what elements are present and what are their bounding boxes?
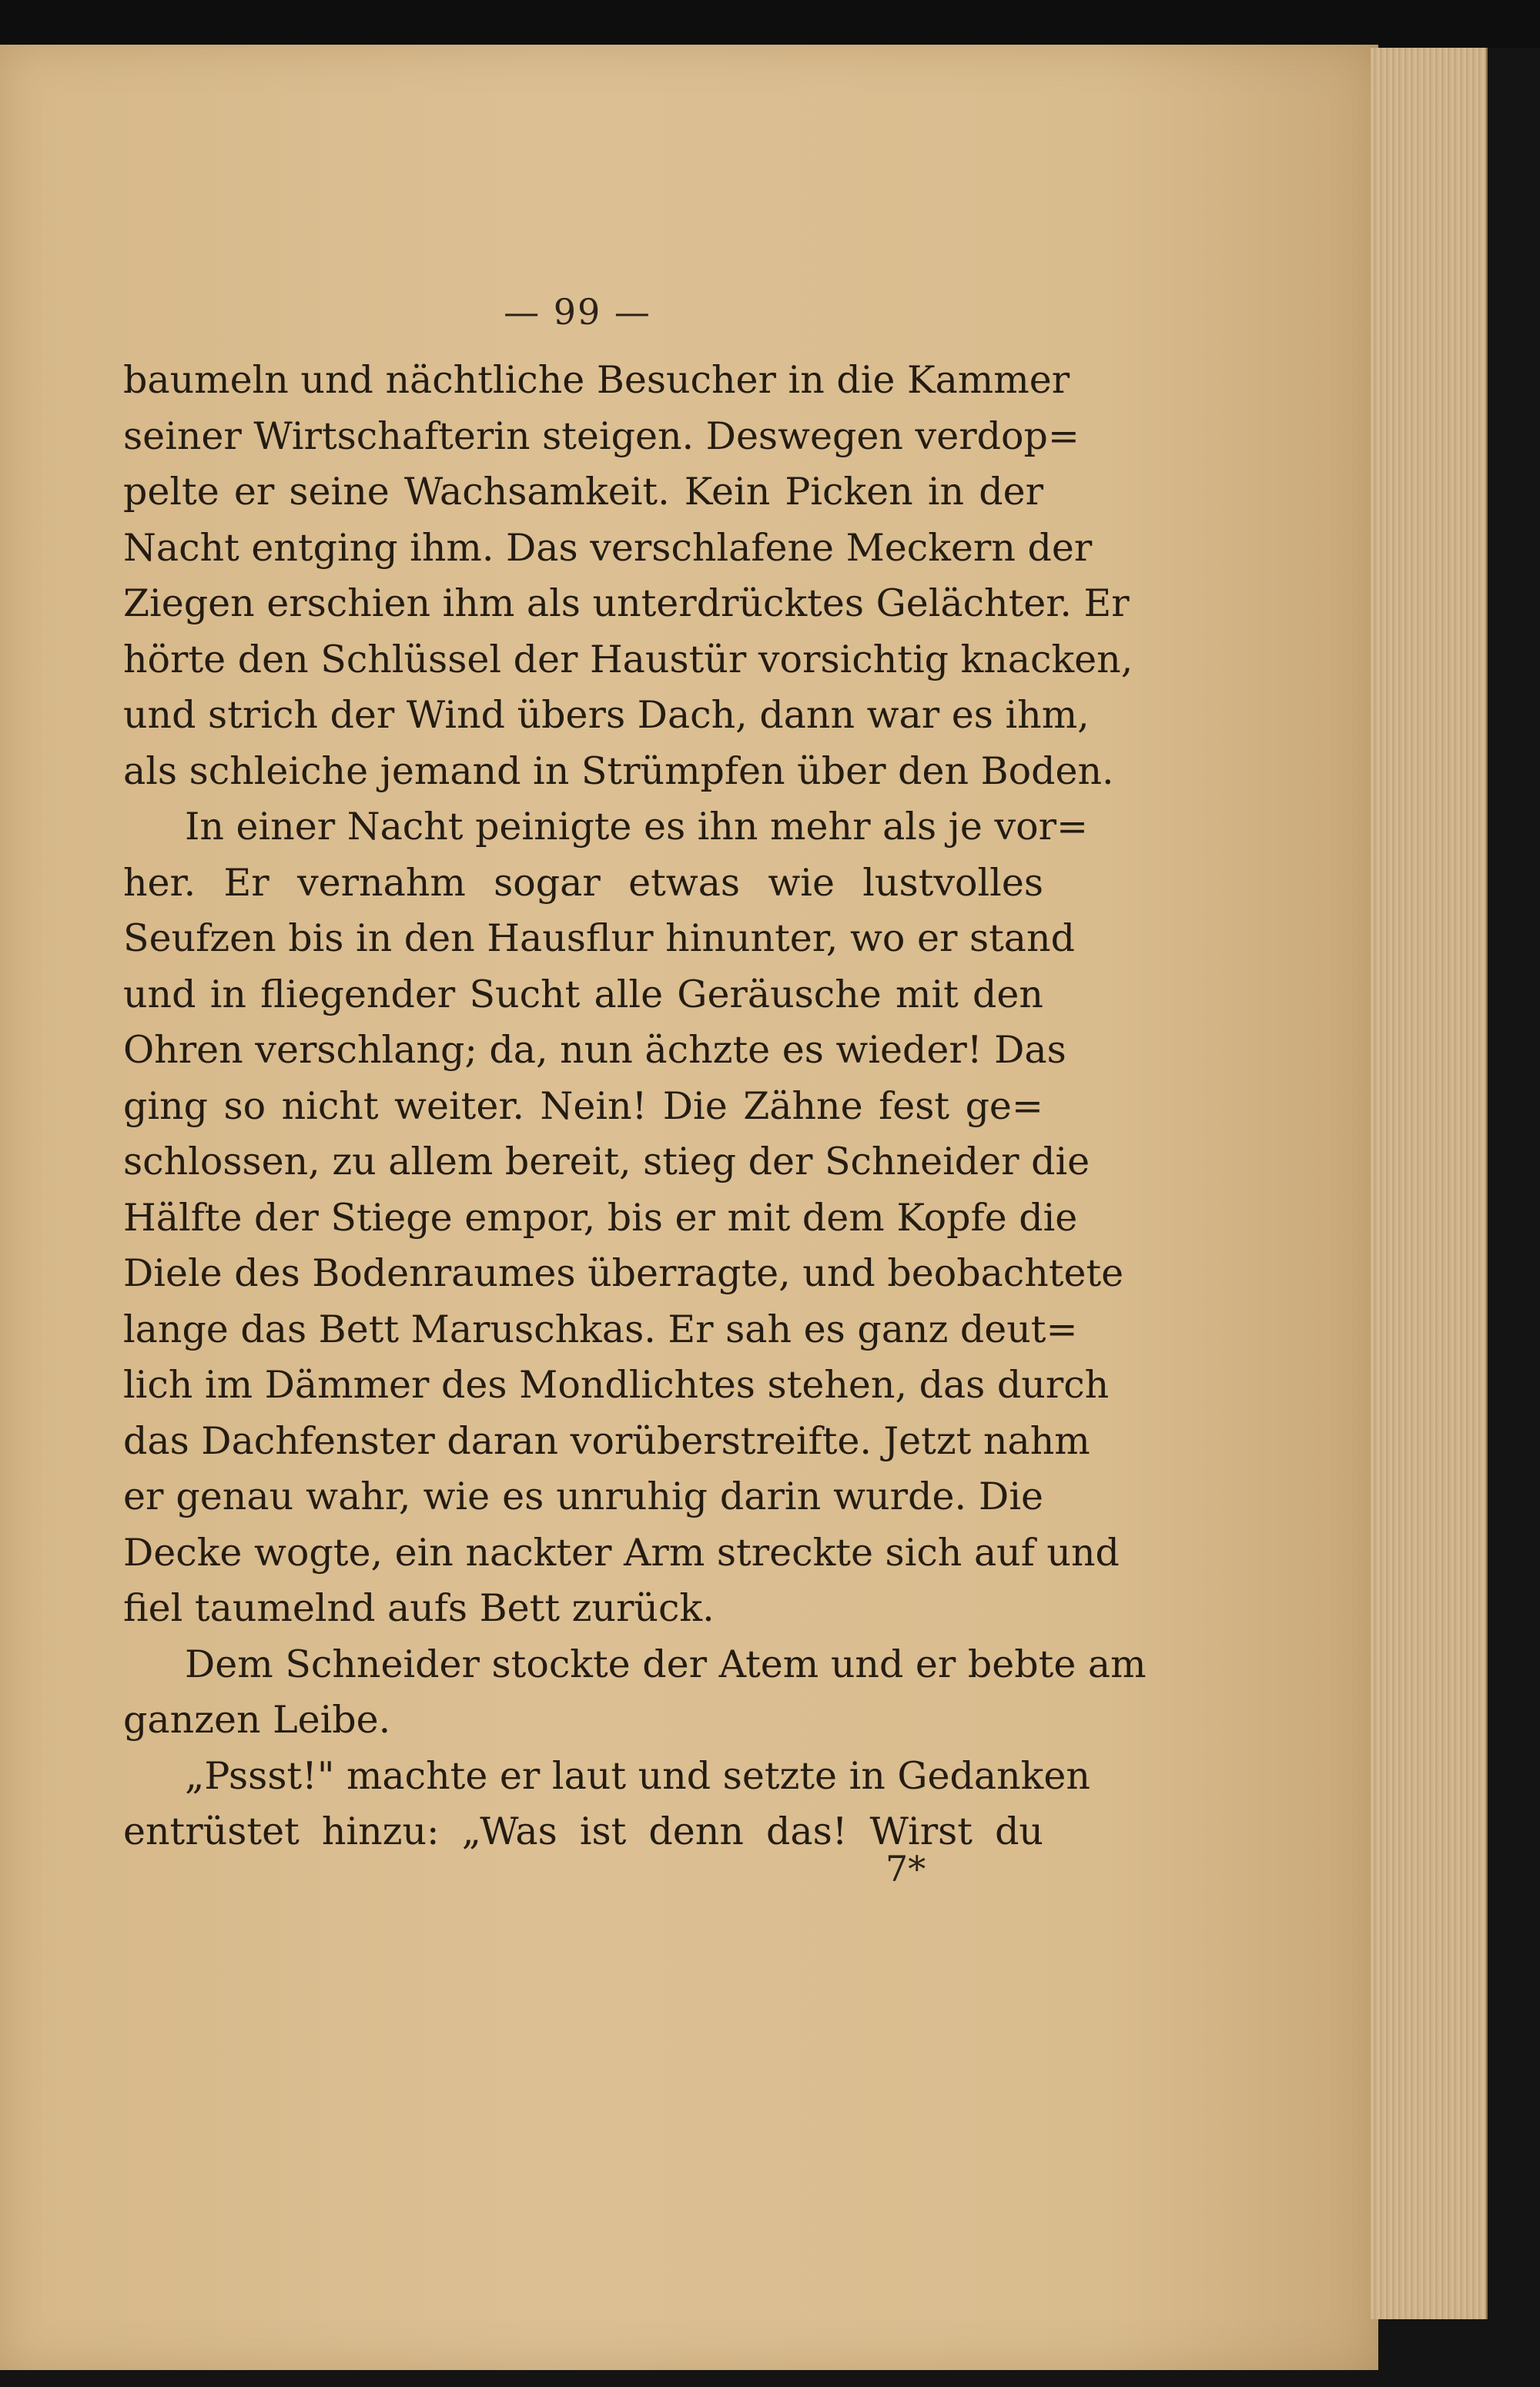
text-line: lange das Bett Maruschkas. Er sah es ganz deut= <box>123 1307 1078 1351</box>
text-line: als schleiche jemand in Strümpfen über den Boden. <box>123 748 1114 793</box>
text-line: und in fliegender Sucht alle Geräusche mit den <box>123 972 1043 1016</box>
text-line: und strich der Wind übers Dach, dann war es ihm, <box>123 693 1090 737</box>
text-line: seiner Wirtschafterin steigen. Deswegen verdop= <box>123 413 1080 458</box>
signature-mark: 7* <box>886 1848 926 1890</box>
text-line: entrüstet hinzu: „Was ist denn das! Wirst du <box>123 1810 1043 1853</box>
text-line: „Pssst!" machte er laut und setzte in Gedanken <box>185 1753 1090 1798</box>
body-text <box>123 353 1147 1860</box>
text-line: er genau wahr, wie es unruhig darin wurde. Die <box>123 1475 1043 1518</box>
top-dark-strip <box>0 0 1540 48</box>
text-line: baumeln und nächtliche Besucher in die Kammer <box>123 358 1070 402</box>
text-line: Dem Schneider stockte der Atem und er bebte am <box>185 1642 1147 1686</box>
text-line: hörte den Schlüssel der Haustür vorsichtig knacken, <box>123 637 1133 681</box>
page-edges <box>1371 48 1488 2319</box>
text-line: ganzen Leibe. <box>123 1698 391 1742</box>
text-line: Nacht entging ihm. Das verschlafene Meckern der <box>123 525 1093 570</box>
text-line: Hälfte der Stiege empor, bis er mit dem Kopfe die <box>123 1195 1078 1240</box>
text-line: fiel taumelnd aufs Bett zurück. <box>123 1586 715 1630</box>
text-line: In einer Nacht peinigte es ihn mehr als je vor= <box>185 805 1089 849</box>
text-line: Diele des Bodenraumes überragte, und beobachtete <box>123 1251 1124 1295</box>
text-line: pelte er seine Wachsamkeit. Kein Picken in der <box>123 470 1043 514</box>
text-line: Decke wogte, ein nackter Arm streckte sich auf und <box>123 1530 1120 1575</box>
text-line: Ziegen erschien ihm als unterdrücktes Gelächter. Er <box>123 581 1130 625</box>
text-line: lich im Dämmer des Mondlichtes stehen, das durch <box>123 1363 1110 1407</box>
text-line: Ohren verschlang; da, nun ächzte es wieder! Das <box>123 1028 1066 1072</box>
text-line: her. Er vernahm sogar etwas wie lustvolles <box>123 860 1043 905</box>
text-line: ging so nicht weiter. Nein! Die Zähne fest ge= <box>123 1083 1043 1128</box>
page-number-header: — 99 — <box>504 291 651 333</box>
text-line: schlossen, zu allem bereit, stieg der Schneider die <box>123 1140 1090 1183</box>
text-line: das Dachfenster daran vorüberstreifte. Jetzt nahm <box>123 1418 1090 1463</box>
text-line: Seufzen bis in den Hausflur hinunter, wo er stand <box>123 916 1075 960</box>
